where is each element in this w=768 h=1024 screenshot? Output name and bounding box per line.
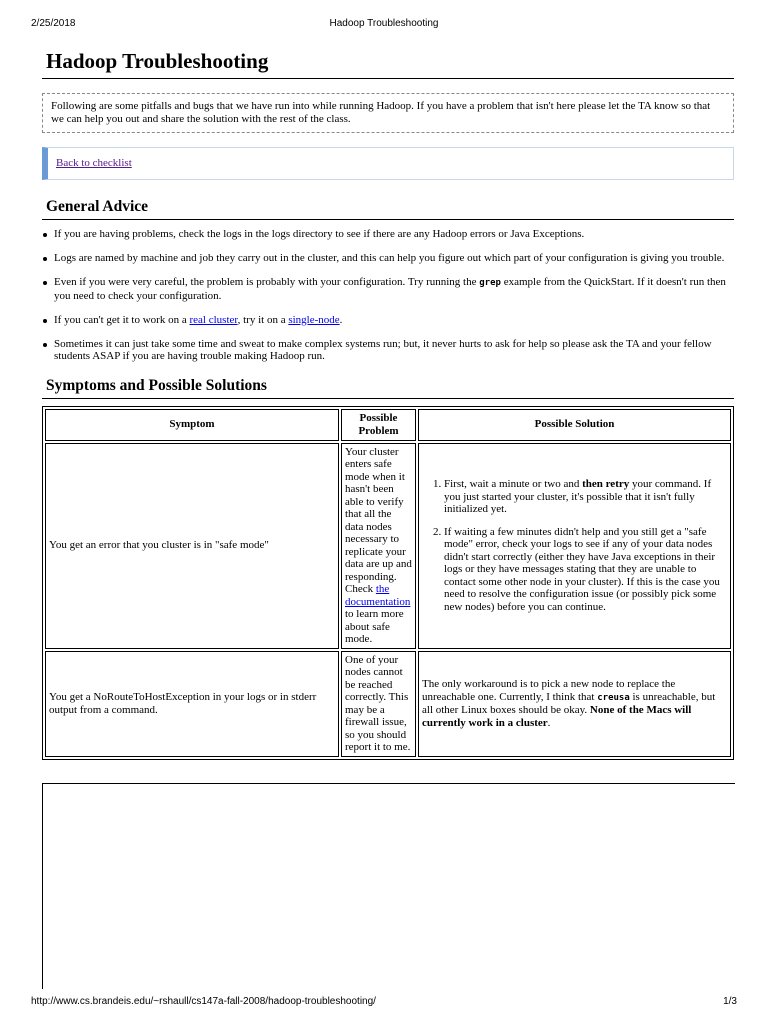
grep-code: grep [479,278,501,288]
symptoms-table [42,406,734,760]
list-item: If you can't get it to work on a real cluster, try it on a single-node. [42,314,734,327]
print-date: 2/25/2018 [31,18,76,29]
bullet-icon [43,281,47,285]
col-symptom-header: Symptom [45,409,339,441]
list-item: Even if you were very careful, the problem is probably with your configuration. Try running the grep example from the QuickStart. If it doesn't run then you need to check your configuration. [42,276,734,302]
table-row [45,651,731,757]
bullet-icon [43,319,47,323]
general-advice-heading: General Advice [42,197,734,220]
general-advice-list [42,228,734,363]
print-url: http://www.cs.brandeis.edu/~rshaull/cs147a-fall-2008/hadoop-troubleshooting/ [31,996,376,1007]
table-continuation [42,783,735,989]
symptom-cell: You get a NoRouteToHostException in your logs or in stderr output from a command. [45,651,339,757]
solution-steps [422,478,727,613]
print-title: Hadoop Troubleshooting [329,18,439,29]
print-footer [31,996,737,1010]
bullet-icon [43,257,47,261]
col-problem-header: Possible Problem [341,409,416,441]
page-title: Hadoop Troubleshooting [42,48,734,79]
solution-cell: The only workaround is to pick a new node to replace the unreachable one. Currently, I think that creusa is unreachable, but all other Linux boxes should be okay. None of the Macs will currently work in a cluster. [418,651,731,757]
page-content [42,48,734,760]
bullet-icon [43,233,47,237]
back-to-checklist-link[interactable]: Back to checklist [56,157,132,169]
problem-cell: Your cluster enters safe mode when it hasn't been able to verify that all the data nodes necessary to replicate your data are up and responding. Check the documentation to learn more about safe mode. [341,443,416,649]
symptom-cell: You get an error that you cluster is in "safe mode" [45,443,339,649]
real-cluster-link[interactable]: real cluster [189,313,238,326]
table-header-row [45,409,731,441]
symptoms-heading: Symptoms and Possible Solutions [42,376,734,399]
list-item: Logs are named by machine and job they carry out in the cluster, and this can help you figure out which part of your configuration is giving you trouble. [42,252,734,265]
list-item: Sometimes it can just take some time and sweat to make complex systems run; but, it never hurts to ask for help so please ask the TA and your fellow students ASAP if you are having trouble making Hadoop run. [42,338,734,363]
intro-box: Following are some pitfalls and bugs that we have run into while running Hadoop. If you have a problem that isn't here please let the TA know so that we can help you out and share the solution with the rest of the class. [42,93,734,133]
problem-cell: One of your nodes cannot be reached correctly. This may be a firewall issue, so you should report it to me. [341,651,416,757]
solution-cell [418,443,731,649]
table-row [45,443,731,649]
list-item: If you are having problems, check the logs in the logs directory to see if there are any Hadoop errors or Java Exceptions. [42,228,734,241]
col-solution-header: Possible Solution [418,409,731,441]
documentation-link[interactable]: the documentation [345,583,411,608]
back-box [42,147,734,180]
list-item: 2. If waiting a few minutes didn't help and you still get a "safe mode" error, check your logs to see if any of your data nodes didn't start correctly (either they have Java exceptions in their logs or they have messages stating that they are unable to contact some other node in your cluster). If this is the case you need to resolve the configuration issue (or possibly pick some new nodes) before you can continue. [444,526,727,614]
page-number: 1/3 [723,996,737,1007]
bullet-icon [43,343,47,347]
creusa-code: creusa [597,692,630,703]
single-node-link[interactable]: single-node [288,313,340,326]
print-header [31,18,737,32]
list-item: 1. First, wait a minute or two and then retry your command. If you just started your cluster, it's possible that it isn't fully initialized yet. [444,478,727,516]
